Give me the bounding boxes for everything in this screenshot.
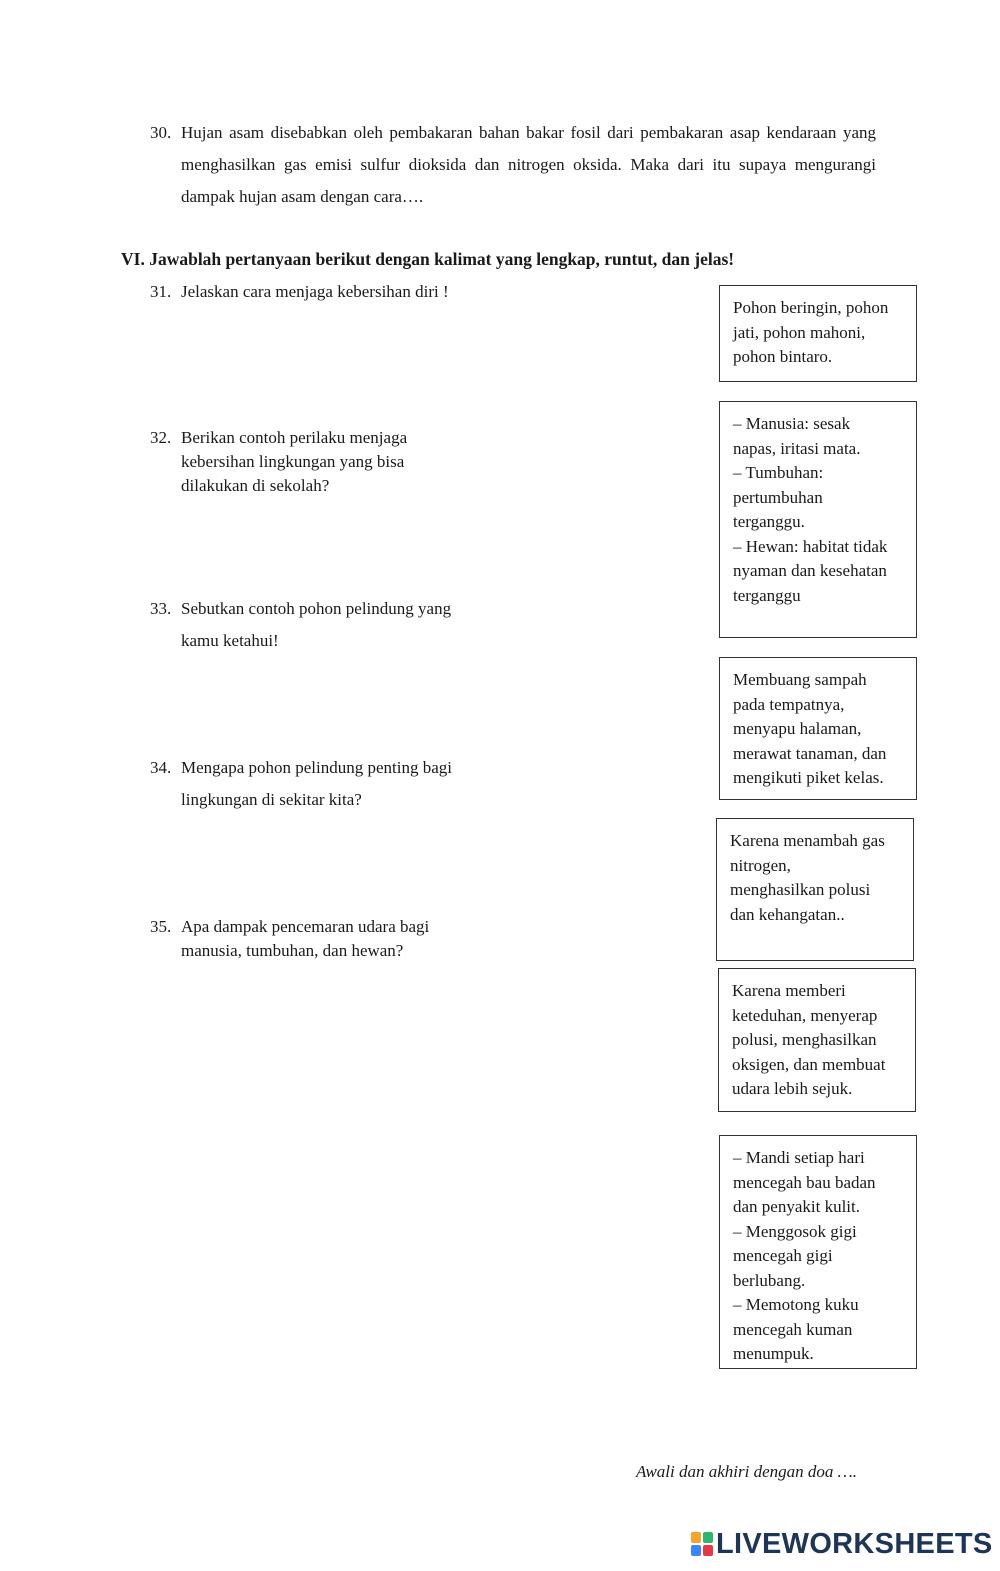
question-line: manusia, tumbuhan, dan hewan?: [181, 941, 404, 960]
question-line: Sebutkan contoh pohon pelindung yang: [181, 599, 452, 618]
answer-line: – Memotong kuku: [733, 1295, 859, 1314]
section-heading: VI. Jawablah pertanyaan berikut dengan kalimat yang lengkap, runtut, dan jelas!: [121, 249, 735, 269]
question-line: Mengapa pohon pelindung penting bagi: [181, 758, 453, 777]
answer-box-2[interactable]: [719, 401, 917, 638]
question-number: 33.: [150, 599, 172, 618]
answer-line: Karena memberi: [732, 981, 846, 1000]
question-number: 30.: [150, 123, 172, 142]
answer-line: napas, iritasi mata.: [733, 438, 861, 458]
answer-line: nitrogen,: [730, 855, 791, 875]
question-line: Berikan contoh perilaku menjaga: [181, 428, 408, 447]
answer-line: udara lebih sejuk.: [732, 1079, 853, 1098]
question-34: [150, 752, 452, 816]
answer-line: pada tempatnya,: [733, 694, 845, 714]
question-number: 34.: [150, 758, 172, 777]
answer-box-1[interactable]: [719, 285, 917, 382]
answer-line: dan penyakit kulit.: [733, 1197, 861, 1216]
answer-line: – Manusia: sesak: [733, 414, 851, 433]
answer-line: jati, pohon mahoni,: [733, 322, 866, 342]
question-text: Hujan asam disebabkan oleh pembakaran bahan bakar fosil dari pembakaran asap kendaraan yang menghasilkan gas emisi sulfur dioksida dan nitrogen oksida. Maka dari itu supaya mengurangi dampak hujan asam dengan cara….: [181, 123, 876, 206]
answer-line: berlubang.: [733, 1270, 806, 1290]
answer-line: mencegah gigi: [733, 1246, 833, 1265]
answer-box-3[interactable]: [719, 657, 917, 800]
brand-name: LIVEWORKSHEETS: [716, 1527, 993, 1560]
answer-line: dan kehangatan..: [730, 904, 845, 924]
answer-line: menyapu halaman,: [733, 719, 862, 738]
question-32: [150, 426, 407, 498]
answer-line: merawat tanaman, dan: [733, 743, 887, 763]
question-line: lingkungan di sekitar kita?: [181, 790, 362, 809]
logo-block: [703, 1545, 713, 1556]
answer-line: – Tumbuhan:: [733, 463, 824, 482]
footer-note: Awali dan akhiri dengan doa ….: [636, 1462, 857, 1481]
answer-line: oksigen, dan membuat: [732, 1054, 886, 1074]
answer-line: pohon bintaro.: [733, 347, 833, 366]
question-30: [150, 117, 876, 213]
question-number: 32.: [150, 428, 172, 447]
question-line: dilakukan di sekolah?: [181, 476, 330, 495]
answer-line: mengikuti piket kelas.: [733, 768, 884, 787]
answer-box-4[interactable]: [716, 818, 914, 961]
answer-line: terganggu.: [733, 512, 805, 531]
question-35: [150, 915, 429, 963]
answer-line: menumpuk.: [733, 1344, 814, 1363]
question-number: 31.: [150, 282, 172, 301]
logo-block: [703, 1532, 713, 1543]
answer-line: Pohon beringin, pohon: [733, 298, 889, 317]
logo-block: [691, 1532, 701, 1543]
answer-line: mencegah bau badan: [733, 1172, 876, 1192]
question-line: Apa dampak pencemaran udara bagi: [181, 917, 430, 936]
answer-line: pertumbuhan: [733, 487, 823, 507]
answer-line: nyaman dan kesehatan: [733, 561, 887, 580]
answer-line: menghasilkan polusi: [730, 880, 871, 899]
answer-line: – Mandi setiap hari: [733, 1148, 865, 1167]
answer-box-6[interactable]: [719, 1135, 917, 1369]
question-line: kebersihan lingkungan yang bisa: [181, 452, 405, 471]
answer-line: – Menggosok gigi: [733, 1221, 857, 1241]
answer-line: keteduhan, menyerap: [732, 1005, 878, 1025]
logo-block: [691, 1545, 701, 1556]
answer-line: terganggu: [733, 585, 801, 605]
answer-line: polusi, menghasilkan: [732, 1030, 877, 1049]
question-31: [150, 280, 449, 304]
question-number: 35.: [150, 917, 172, 936]
liveworksheets-logo-icon: [690, 1531, 714, 1557]
answer-line: Karena menambah gas: [730, 831, 885, 850]
answer-line: mencegah kuman: [733, 1319, 853, 1339]
answer-line: Membuang sampah: [733, 670, 867, 689]
answer-line: – Hewan: habitat tidak: [733, 536, 888, 556]
liveworksheets-brand[interactable]: [690, 1524, 993, 1564]
question-line: kamu ketahui!: [181, 631, 279, 650]
answer-box-5[interactable]: [718, 968, 916, 1112]
question-line: Jelaskan cara menjaga kebersihan diri !: [181, 282, 449, 301]
question-33: [150, 593, 451, 657]
